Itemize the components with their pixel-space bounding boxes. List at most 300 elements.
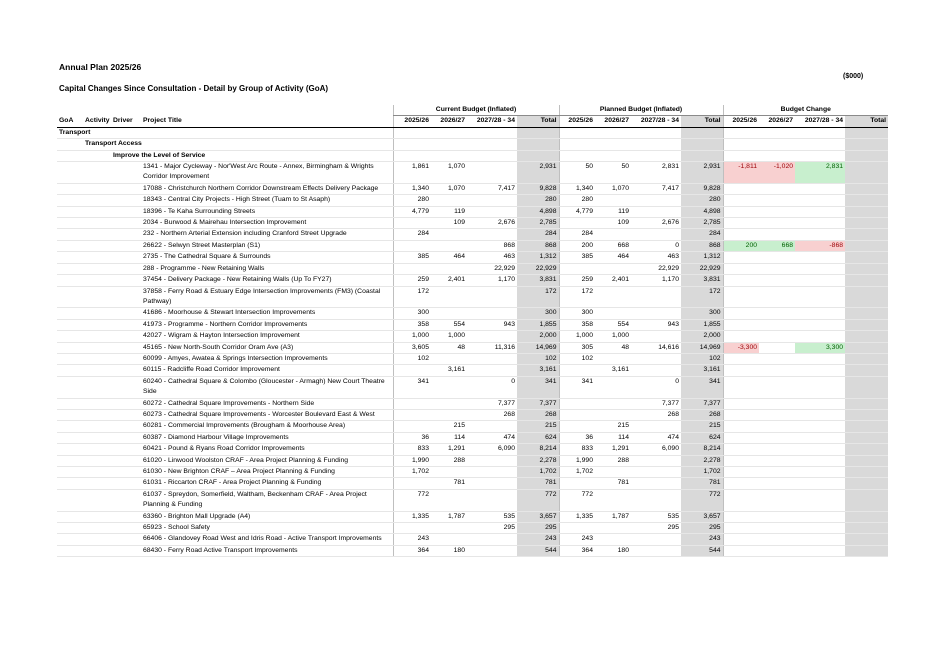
table-row (57, 308, 888, 319)
change-2027-34-cell (795, 252, 845, 263)
change-2027-34-cell (795, 398, 845, 409)
planned-2027-34-cell: 7,417 (631, 183, 681, 194)
planned-2025-26-cell: 1,340 (559, 183, 595, 194)
indent-cell (111, 489, 141, 511)
current-total-cell: 624 (517, 432, 559, 443)
indent-cell (111, 263, 141, 274)
change-2027-34-cell (795, 365, 845, 376)
planned-2026-27-cell: 119 (595, 206, 631, 217)
current-2025-26-cell: 385 (393, 252, 431, 263)
planned-total-cell: 341 (681, 376, 723, 398)
change-2027-34-cell (795, 523, 845, 534)
planned-total-cell: 300 (681, 308, 723, 319)
indent-cell (111, 398, 141, 409)
change-2027-34-cell (795, 421, 845, 432)
indent-cell (111, 376, 141, 398)
current-2026-27-cell (431, 409, 467, 420)
change-2027-34-cell (795, 319, 845, 330)
current-total-cell: 284 (517, 229, 559, 240)
planned-total-cell: 3,831 (681, 275, 723, 286)
change-2025-26-cell (723, 421, 759, 432)
planned-2027-34-cell (631, 195, 681, 206)
planned-2027-34-cell (631, 365, 681, 376)
current-2025-26-cell: 3,605 (393, 342, 431, 353)
current-2027-34-cell (467, 206, 517, 217)
planned-2025-26-cell (559, 523, 595, 534)
current-total-cell: 172 (517, 286, 559, 308)
indent-cell (57, 206, 83, 217)
planned-2025-26-cell (559, 365, 595, 376)
change-total-cell (845, 455, 888, 466)
table-row (57, 319, 888, 330)
current-2027-34-cell (467, 353, 517, 364)
change-total-cell (845, 432, 888, 443)
planned-2027-34-cell (631, 455, 681, 466)
document-subtitle: Capital Changes Since Consultation - Detail by Group of Activity (GoA) (59, 84, 329, 93)
change-2025-26-cell (723, 331, 759, 342)
change-2027-34-cell (795, 432, 845, 443)
current-2027-34-cell: 943 (467, 319, 517, 330)
change-2027-34-cell (795, 206, 845, 217)
current-total-cell: 8,214 (517, 444, 559, 455)
current-2025-26-cell: 364 (393, 545, 431, 556)
project-title-cell: 42027 - Wigram & Hayton Intersection Improvement (141, 331, 393, 342)
indent-cell (111, 308, 141, 319)
current-2026-27-cell (431, 286, 467, 308)
project-title-cell: 61020 - Linwood Woolston CRAF - Area Project Planning & Funding (141, 455, 393, 466)
planned-2027-34-cell: 1,170 (631, 275, 681, 286)
change-2027-34-cell: -868 (795, 240, 845, 251)
indent-cell (57, 467, 83, 478)
indent-cell (83, 432, 111, 443)
current-2025-26-cell (393, 478, 431, 489)
indent-cell (57, 240, 83, 251)
change-2027-34-cell (795, 331, 845, 342)
planned-total-cell: 215 (681, 421, 723, 432)
change-2025-26-cell (723, 206, 759, 217)
planned-total-cell: 772 (681, 489, 723, 511)
current-2026-27-cell (431, 308, 467, 319)
current-total-cell: 2,931 (517, 162, 559, 184)
table-row (57, 455, 888, 466)
change-total-cell (845, 444, 888, 455)
current-2026-27-cell: 3,161 (431, 365, 467, 376)
change-total-cell (845, 218, 888, 229)
planned-2026-27-cell (595, 263, 631, 274)
planned-total-cell: 624 (681, 432, 723, 443)
planned-total-cell: 2,000 (681, 331, 723, 342)
current-2025-26-cell: 4,779 (393, 206, 431, 217)
indent-cell (111, 331, 141, 342)
change-total-cell (845, 229, 888, 240)
indent-cell (57, 353, 83, 364)
change-2026-27-cell (759, 489, 795, 511)
project-title-cell: 17088 - Christchurch Northern Corridor Downstream Effects Delivery Package (141, 183, 393, 194)
planned-2026-27-cell (595, 534, 631, 545)
indent-cell (111, 206, 141, 217)
indent-cell (111, 478, 141, 489)
change-2025-26-cell (723, 478, 759, 489)
planned-total-cell: 2,278 (681, 455, 723, 466)
planned-2027-34-cell: 474 (631, 432, 681, 443)
change-2025-26-cell (723, 376, 759, 398)
change-2026-27-cell (759, 308, 795, 319)
change-total-cell (845, 331, 888, 342)
planned-2026-27-cell (595, 286, 631, 308)
indent-cell (111, 286, 141, 308)
planned-2025-26-cell (559, 421, 595, 432)
indent-cell (83, 478, 111, 489)
planned-total-cell: 14,969 (681, 342, 723, 353)
indent-cell (57, 319, 83, 330)
col-header-change-2027-34: 2027/28 - 34 (795, 116, 845, 127)
col-header-current-total: Total (517, 116, 559, 127)
planned-2027-34-cell (631, 478, 681, 489)
change-2025-26-cell (723, 319, 759, 330)
planned-2027-34-cell (631, 308, 681, 319)
current-2025-26-cell: 1,000 (393, 331, 431, 342)
current-2025-26-cell (393, 263, 431, 274)
indent-cell (83, 353, 111, 364)
indent-cell (111, 229, 141, 240)
change-2025-26-cell (723, 467, 759, 478)
current-2025-26-cell (393, 409, 431, 420)
change-2027-34-cell (795, 263, 845, 274)
change-2027-34-cell (795, 467, 845, 478)
table-row (57, 286, 888, 308)
table-row (57, 511, 888, 522)
table-row (57, 365, 888, 376)
indent-cell (111, 218, 141, 229)
current-2025-26-cell (393, 365, 431, 376)
change-2026-27-cell (759, 467, 795, 478)
indent-cell (57, 523, 83, 534)
change-total-cell (845, 286, 888, 308)
planned-2026-27-cell (595, 308, 631, 319)
indent-cell (111, 365, 141, 376)
planned-total-cell: 2,931 (681, 162, 723, 184)
planned-2025-26-cell: 305 (559, 342, 595, 353)
current-2026-27-cell (431, 229, 467, 240)
indent-cell (111, 534, 141, 545)
change-2026-27-cell (759, 523, 795, 534)
planned-total-cell: 868 (681, 240, 723, 251)
planned-2025-26-cell: 341 (559, 376, 595, 398)
current-total-cell: 544 (517, 545, 559, 556)
planned-total-cell: 280 (681, 195, 723, 206)
change-total-cell (845, 511, 888, 522)
current-2025-26-cell: 1,990 (393, 455, 431, 466)
planned-2027-34-cell (631, 229, 681, 240)
budget-change-header: Budget Change (723, 105, 888, 116)
change-2026-27-cell (759, 206, 795, 217)
col-header-planned-2026-27: 2026/27 (595, 116, 631, 127)
indent-cell (83, 240, 111, 251)
planned-2026-27-cell: 114 (595, 432, 631, 443)
planned-2025-26-cell (559, 398, 595, 409)
change-total-cell (845, 275, 888, 286)
change-2025-26-cell (723, 523, 759, 534)
current-2027-34-cell (467, 229, 517, 240)
change-2026-27-cell (759, 353, 795, 364)
indent-cell (57, 421, 83, 432)
change-total-cell (845, 409, 888, 420)
planned-total-cell: 781 (681, 478, 723, 489)
current-2025-26-cell: 300 (393, 308, 431, 319)
current-total-cell: 868 (517, 240, 559, 251)
current-2025-26-cell: 280 (393, 195, 431, 206)
table-row (57, 263, 888, 274)
planned-2025-26-cell: 36 (559, 432, 595, 443)
current-2026-27-cell (431, 353, 467, 364)
project-title-cell: 60421 - Pound & Ryans Road Corridor Improvements (141, 444, 393, 455)
current-total-cell: 1,702 (517, 467, 559, 478)
planned-2025-26-cell: 385 (559, 252, 595, 263)
table-row (57, 444, 888, 455)
planned-2026-27-cell (595, 523, 631, 534)
current-2025-26-cell (393, 218, 431, 229)
current-2027-34-cell: 7,417 (467, 183, 517, 194)
current-2027-34-cell: 535 (467, 511, 517, 522)
table-body (57, 127, 888, 556)
planned-total-cell: 2,785 (681, 218, 723, 229)
col-header-current-2025-26: 2025/26 (393, 116, 431, 127)
planned-total-cell: 3,657 (681, 511, 723, 522)
project-title-cell: 41973 - Programme - Northern Corridor Improvements (141, 319, 393, 330)
change-2027-34-cell (795, 444, 845, 455)
project-title-cell: 60240 - Cathedral Square & Colombo (Gloucester - Armagh) New Court Theatre Side (141, 376, 393, 398)
col-header-current-2027-34: 2027/28 - 34 (467, 116, 517, 127)
change-2026-27-cell (759, 342, 795, 353)
indent-cell (111, 183, 141, 194)
planned-2027-34-cell: 14,616 (631, 342, 681, 353)
change-total-cell (845, 545, 888, 556)
current-total-cell: 9,828 (517, 183, 559, 194)
project-title-cell: 37858 - Ferry Road & Estuary Edge Intersection Improvements (FM3) (Coastal Pathway) (141, 286, 393, 308)
planned-2026-27-cell (595, 489, 631, 511)
change-2027-34-cell (795, 409, 845, 420)
project-title-cell: 288 - Programme - New Retaining Walls (141, 263, 393, 274)
capital-changes-table (57, 105, 888, 557)
indent-cell (111, 342, 141, 353)
planned-2026-27-cell: 109 (595, 218, 631, 229)
change-2027-34-cell (795, 478, 845, 489)
planned-2027-34-cell: 295 (631, 523, 681, 534)
current-2026-27-cell: 554 (431, 319, 467, 330)
current-2027-34-cell (467, 467, 517, 478)
indent-cell (57, 195, 83, 206)
change-2025-26-cell (723, 511, 759, 522)
group-header-row (57, 105, 888, 116)
indent-cell (83, 342, 111, 353)
planned-2026-27-cell: 668 (595, 240, 631, 251)
change-2027-34-cell (795, 545, 845, 556)
planned-2026-27-cell: 48 (595, 342, 631, 353)
change-total-cell (845, 353, 888, 364)
indent-cell (57, 308, 83, 319)
col-header-activity: Activity (83, 116, 111, 127)
indent-cell (111, 353, 141, 364)
current-2026-27-cell: 781 (431, 478, 467, 489)
change-2025-26-cell (723, 444, 759, 455)
change-2026-27-cell (759, 183, 795, 194)
indent-cell (111, 421, 141, 432)
current-2027-34-cell: 1,170 (467, 275, 517, 286)
change-2026-27-cell (759, 263, 795, 274)
planned-2027-34-cell (631, 353, 681, 364)
change-2026-27-cell (759, 229, 795, 240)
project-title-cell: 18343 - Central City Projects - High Street (Tuam to St Asaph) (141, 195, 393, 206)
table-row (57, 275, 888, 286)
current-total-cell: 2,785 (517, 218, 559, 229)
table-row (57, 545, 888, 556)
project-title-cell: 61030 - New Brighton CRAF – Area Project Planning & Funding (141, 467, 393, 478)
planned-2025-26-cell: 102 (559, 353, 595, 364)
planned-2025-26-cell: 200 (559, 240, 595, 251)
indent-cell (83, 365, 111, 376)
planned-2027-34-cell: 2,676 (631, 218, 681, 229)
current-2026-27-cell: 180 (431, 545, 467, 556)
planned-2025-26-cell (559, 218, 595, 229)
current-2027-34-cell: 6,090 (467, 444, 517, 455)
planned-2025-26-cell: 259 (559, 275, 595, 286)
change-2026-27-cell (759, 444, 795, 455)
indent-cell (57, 365, 83, 376)
project-title-cell: 60387 - Diamond Harbour Village Improvements (141, 432, 393, 443)
change-2027-34-cell (795, 308, 845, 319)
project-title-cell: 63360 - Brighton Mall Upgrade (A4) (141, 511, 393, 522)
current-budget-header: Current Budget (Inflated) (393, 105, 559, 116)
project-title-cell: 60099 - Amyes, Awatea & Springs Intersection Improvements (141, 353, 393, 364)
current-2026-27-cell (431, 398, 467, 409)
change-2025-26-cell (723, 409, 759, 420)
change-2026-27-cell: 668 (759, 240, 795, 251)
indent-cell (83, 534, 111, 545)
planned-2025-26-cell: 4,779 (559, 206, 595, 217)
change-2027-34-cell (795, 183, 845, 194)
indent-cell (83, 263, 111, 274)
col-header-planned-2027-34: 2027/28 - 34 (631, 116, 681, 127)
current-2026-27-cell (431, 489, 467, 511)
project-title-cell: 1341 - Major Cycleway - Nor'West Arc Route - Annex, Birmingham & Wrights Corridor Improvement (141, 162, 393, 184)
current-2027-34-cell (467, 455, 517, 466)
change-2026-27-cell (759, 331, 795, 342)
indent-cell (57, 162, 83, 184)
current-2027-34-cell (467, 331, 517, 342)
change-2025-26-cell (723, 455, 759, 466)
current-2026-27-cell (431, 523, 467, 534)
change-2026-27-cell (759, 409, 795, 420)
change-2025-26-cell (723, 263, 759, 274)
current-2026-27-cell: 48 (431, 342, 467, 353)
indent-cell (83, 319, 111, 330)
change-total-cell (845, 263, 888, 274)
planned-2027-34-cell (631, 534, 681, 545)
current-2025-26-cell: 1,702 (393, 467, 431, 478)
change-2025-26-cell (723, 286, 759, 308)
table-row (57, 342, 888, 353)
planned-2027-34-cell: 535 (631, 511, 681, 522)
indent-cell (83, 523, 111, 534)
current-total-cell: 772 (517, 489, 559, 511)
change-2025-26-cell (723, 183, 759, 194)
table-row (57, 206, 888, 217)
current-2025-26-cell: 358 (393, 319, 431, 330)
change-2025-26-cell (723, 308, 759, 319)
project-title-cell: 18396 - Te Kaha Surrounding Streets (141, 206, 393, 217)
change-2025-26-cell: -1,811 (723, 162, 759, 184)
indent-cell (111, 195, 141, 206)
table-row (57, 195, 888, 206)
change-2025-26-cell (723, 218, 759, 229)
current-2026-27-cell: 215 (431, 421, 467, 432)
planned-2025-26-cell: 1,335 (559, 511, 595, 522)
change-2025-26-cell: -3,300 (723, 342, 759, 353)
indent-cell (83, 398, 111, 409)
current-2027-34-cell: 474 (467, 432, 517, 443)
planned-total-cell: 9,828 (681, 183, 723, 194)
current-2027-34-cell: 295 (467, 523, 517, 534)
change-total-cell (845, 365, 888, 376)
indent-cell (57, 331, 83, 342)
change-total-cell (845, 252, 888, 263)
units-label: ($000) (843, 73, 864, 80)
planned-total-cell: 295 (681, 523, 723, 534)
current-total-cell: 1,312 (517, 252, 559, 263)
current-2025-26-cell: 284 (393, 229, 431, 240)
change-total-cell (845, 206, 888, 217)
planned-total-cell: 1,702 (681, 467, 723, 478)
table-row (57, 409, 888, 420)
change-2027-34-cell (795, 353, 845, 364)
change-2026-27-cell (759, 432, 795, 443)
change-2025-26-cell (723, 534, 759, 545)
change-total-cell (845, 319, 888, 330)
project-title-cell: 61037 - Spreydon, Somerfield, Waltham, Beckenham CRAF - Area Project Planning & Funding (141, 489, 393, 511)
driver-label: Improve the Level of Service (111, 150, 393, 161)
planned-2027-34-cell: 0 (631, 240, 681, 251)
planned-2027-34-cell: 943 (631, 319, 681, 330)
indent-cell (57, 286, 83, 308)
planned-2026-27-cell: 1,787 (595, 511, 631, 522)
planned-2026-27-cell: 1,070 (595, 183, 631, 194)
planned-2026-27-cell: 2,401 (595, 275, 631, 286)
current-total-cell: 781 (517, 478, 559, 489)
change-2027-34-cell: 2,831 (795, 162, 845, 184)
col-header-planned-2025-26: 2025/26 (559, 116, 595, 127)
current-2027-34-cell: 2,676 (467, 218, 517, 229)
indent-cell (83, 444, 111, 455)
project-title-cell: 26622 - Selwyn Street Masterplan (S1) (141, 240, 393, 251)
current-2025-26-cell: 259 (393, 275, 431, 286)
indent-cell (57, 398, 83, 409)
indent-cell (83, 421, 111, 432)
planned-2026-27-cell: 1,291 (595, 444, 631, 455)
change-2026-27-cell (759, 478, 795, 489)
current-2026-27-cell: 1,291 (431, 444, 467, 455)
current-2027-34-cell (467, 545, 517, 556)
indent-cell (83, 409, 111, 420)
planned-total-cell: 22,929 (681, 263, 723, 274)
change-2025-26-cell (723, 275, 759, 286)
table-row (57, 218, 888, 229)
current-2027-34-cell: 463 (467, 252, 517, 263)
indent-cell (57, 376, 83, 398)
current-total-cell: 7,377 (517, 398, 559, 409)
change-2027-34-cell (795, 286, 845, 308)
table-row (57, 467, 888, 478)
planned-total-cell: 172 (681, 286, 723, 308)
